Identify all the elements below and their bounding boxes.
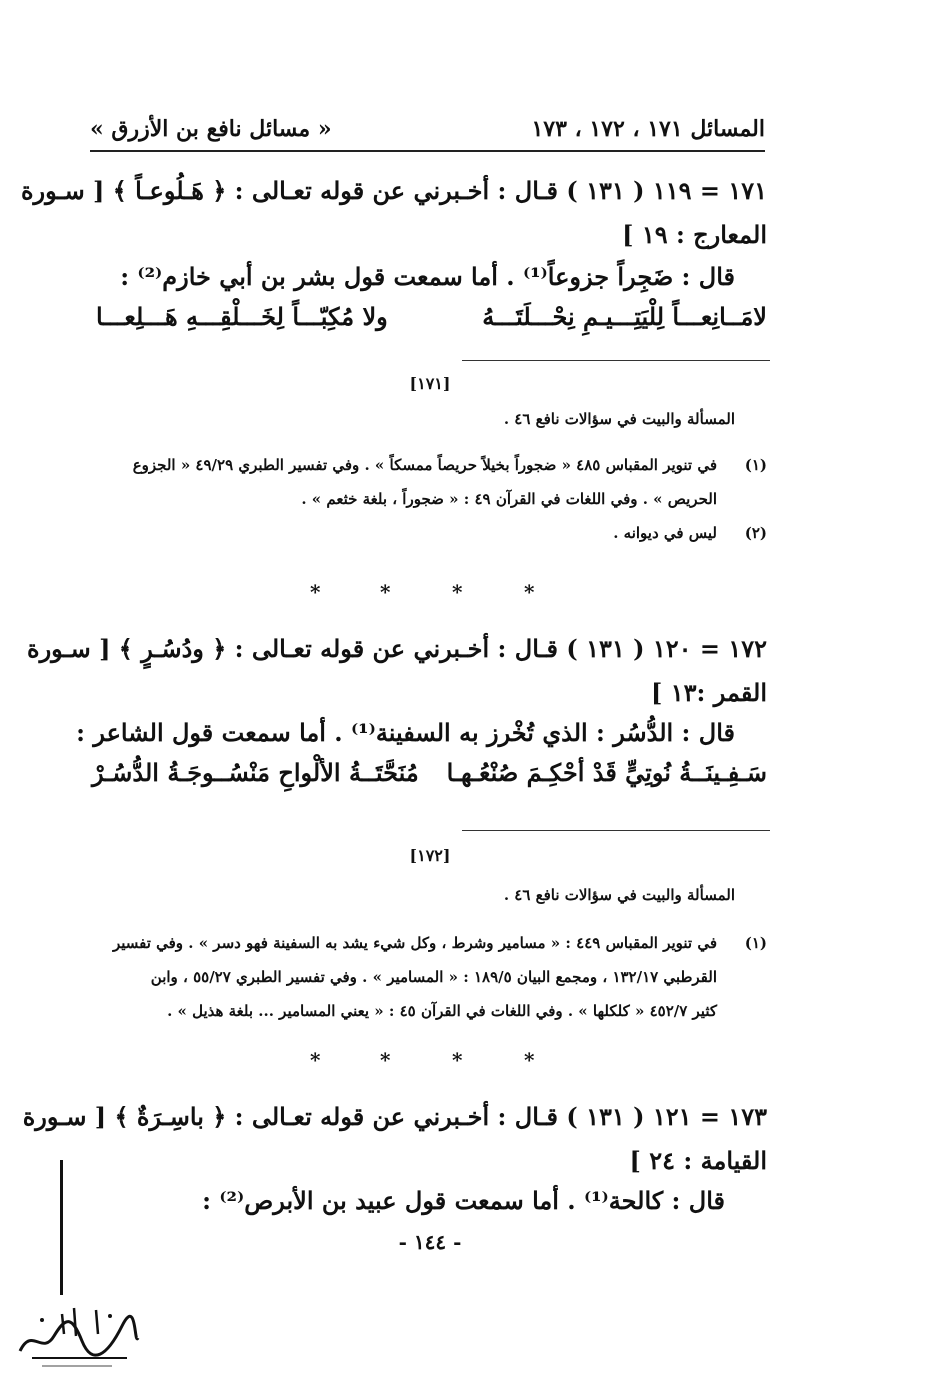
q173-line2: القيامة : ٢٤ ]	[629, 1146, 767, 1175]
q171-line1: ١٧١ = ١١٩ ( ١٣١ ) قـال : أخـبرني عن قوله تعـالى : ﴿ هَـلُوعـاً ﴾ [ سـورة	[20, 176, 767, 205]
section-separator-2: * * * *	[310, 1048, 535, 1072]
q171-line3: قال : ضَجِراً جزوعاً⁽¹⁾ . أما سمعت قول بشر بن أبي خازم⁽²⁾ :	[120, 262, 735, 291]
q172-line3: قال : الدُّسُر : الذي تُخْرز به السفينة⁽¹⁾ . أما سمعت قول الشاعر :	[76, 718, 735, 747]
q172-line1: ١٧٢ = ١٢٠ ( ١٣١ ) قـال : أخـبرني عن قوله تعـالى : ﴿ ودُسُـرٍ ﴾ [ سـورة	[27, 634, 767, 663]
q173-line3: قال : كالحة⁽¹⁾ . أما سمعت قول عبيد بن الأبرص⁽²⁾ :	[202, 1186, 725, 1215]
q171-reference: [١٧١]	[409, 374, 451, 393]
margin-line	[60, 1160, 63, 1295]
q172-reference: [١٧٢]	[409, 846, 451, 865]
q172-fn1-line3: كثير ٤٥٢/٧ « كلكلها » . وفي اللغات في القرآن ٤٥ : « يعني المسامير ... بلغة هذيل » .	[167, 1002, 717, 1020]
q171-fn1-line1: في تنوير المقباس ٤٨٥ « ضجوراً بخيلاً حريصاً ممسكاً » . وفي تفسير الطبري ٤٩/٢٩ « الجزوع	[132, 456, 717, 474]
q172-verse-first-hemistich: سَـفِـينَــةُ نُوتِيٍّ قَدْ أحْكِـمَ صُنْعُـهـا	[446, 758, 767, 787]
footnote-rule-171	[462, 360, 770, 361]
q173-line1: ١٧٣ = ١٢١ ( ١٣١ ) قـال : أخـبرني عن قوله تعـالى : ﴿ باسِـرَةٌ ﴾ [ سـورة	[22, 1102, 767, 1131]
q172-line2: القمر :١٣ ]	[651, 678, 767, 707]
q172-fn1-line1: في تنوير المقباس ٤٤٩ : « مسامير وشرط ، وكل شيء يشد به السفينة فهو دسر » . وفي تفسير	[112, 934, 717, 952]
q171-source-note: المسألة والبيت في سؤالات نافع ٤٦ .	[503, 410, 735, 428]
q172-fn1-number: (١)	[744, 934, 767, 952]
q171-fn1-number: (١)	[744, 456, 767, 474]
q172-source-note: المسألة والبيت في سؤالات نافع ٤٦ .	[503, 886, 735, 904]
q171-line2: المعارج : ١٩ ]	[622, 220, 767, 249]
q171-verse-first-hemistich: لامَــانِعـــاً لِلْيَتِـــيـمِ نِحْـــلَتَـــهُ	[482, 302, 767, 331]
page-number: - ١٤٤ -	[398, 1230, 462, 1254]
q171-fn2-line1: ليس في ديوانه .	[613, 524, 717, 542]
running-title-right: المسائل ١٧١ ، ١٧٢ ، ١٧٣	[531, 116, 765, 142]
q172-fn1-line2: القرطبي ١٣٢/١٧ ، ومجمع البيان ١٨٩/٥ : « المسامير » . وفي تفسير الطبري ٥٥/٢٧ ، وابن	[150, 968, 717, 986]
q171-fn2-number: (٢)	[744, 524, 767, 542]
q171-fn1-line2: الحريص » . وفي اللغات في القرآن ٤٩ : « ضجوراً ، بلغة خثعم » .	[301, 490, 717, 508]
header-rule	[90, 150, 765, 152]
q172-verse-second-hemistich: مُنَحَّتَــةُ الألْواحِ مَنْسُــوجَـةُ الدُّسُـرْ	[92, 758, 419, 787]
footnote-rule-172	[462, 830, 770, 831]
calligraphy-logo	[12, 1296, 142, 1374]
section-separator-1: * * * *	[310, 580, 535, 604]
running-title-left: « مسائل نافع بن الأزرق »	[90, 116, 332, 142]
q171-verse-second-hemistich: ولا مُكِبّـــاً لِخَـــلْقِـــهِ هَـــلِعـــا	[96, 302, 388, 331]
